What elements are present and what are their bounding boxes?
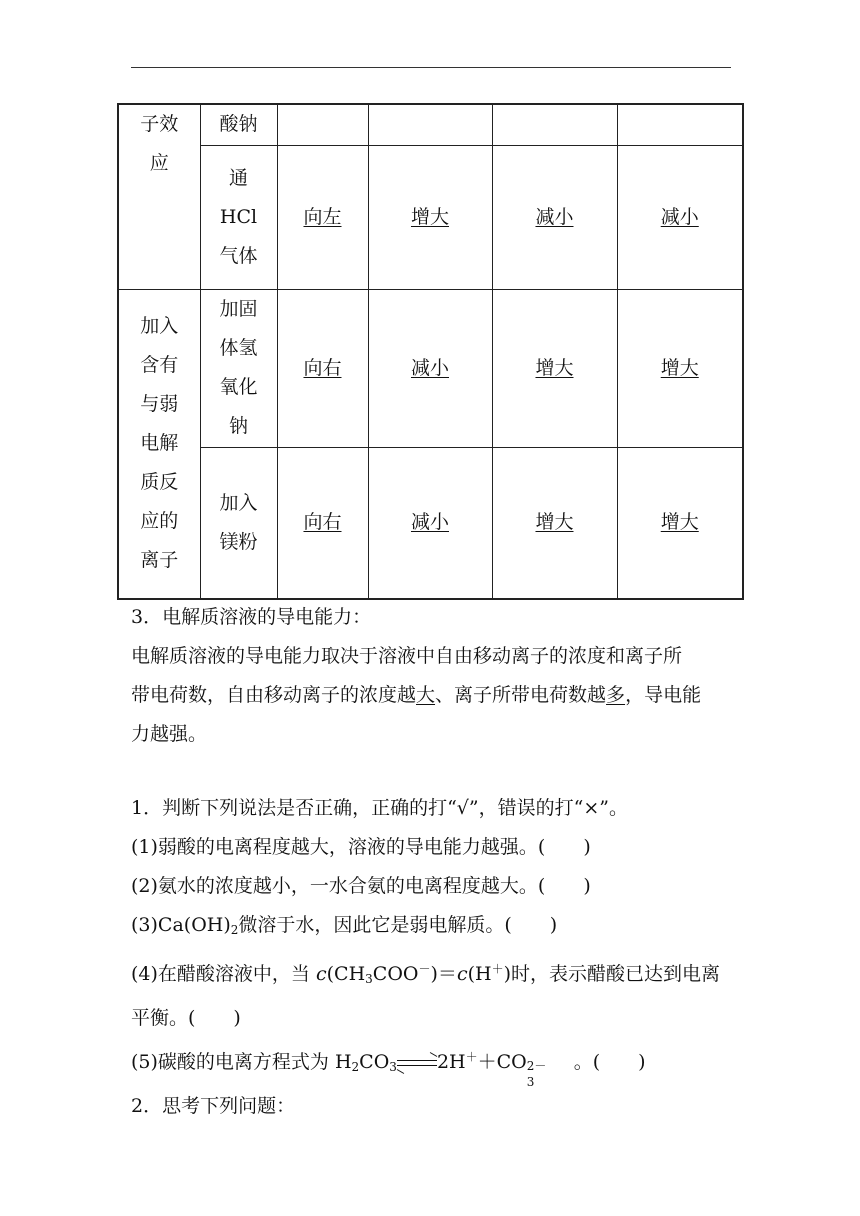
shift-cell xyxy=(277,104,368,145)
condition-cell: 酸钠 xyxy=(200,104,277,145)
text-run: )时，表示醋酸已达到电离 xyxy=(503,963,721,985)
judgement-item-continued: 平衡。( ) xyxy=(131,1007,241,1029)
shift-cell xyxy=(277,289,368,447)
subscript: 3 xyxy=(526,1074,535,1089)
shift-value: 向右 xyxy=(303,511,342,534)
text-run: 微溶于水，因此它是弱电解质。( ) xyxy=(238,914,558,936)
factor-line: 与弱 xyxy=(140,393,179,416)
paragraph-line: 力越强。 xyxy=(131,723,208,745)
cell-value: 增大 xyxy=(535,356,574,379)
text-run: COO xyxy=(372,963,419,985)
shift-value: 向右 xyxy=(303,356,342,379)
cell-value: 减小 xyxy=(410,356,449,379)
condition-line: 气体 xyxy=(219,244,258,267)
value-cell xyxy=(617,289,743,447)
condition-line: 通 xyxy=(228,166,248,189)
cell-value: 减小 xyxy=(410,511,449,534)
judgement-item xyxy=(131,950,736,999)
text-run: (3)Ca(OH) xyxy=(131,914,231,936)
value-cell xyxy=(492,447,617,599)
value-cell xyxy=(617,145,743,289)
subscript: 2 xyxy=(351,1060,360,1074)
question-heading: 2．思考下列问题： xyxy=(131,1095,296,1117)
factor-line: 加入 xyxy=(140,315,179,338)
cell-value: 减小 xyxy=(660,205,699,228)
answer-blank: 大 xyxy=(416,684,436,706)
judgement-item xyxy=(131,906,736,950)
table-row xyxy=(118,289,743,447)
text-run: )＝ xyxy=(430,963,457,985)
value-cell xyxy=(617,447,743,599)
shift-value: 向左 xyxy=(303,205,342,228)
judgement-item xyxy=(131,1038,736,1087)
condition-line: 氧化 xyxy=(219,376,258,398)
condition-line: HCl xyxy=(219,205,258,228)
value-cell xyxy=(368,104,492,145)
concentration-symbol: c xyxy=(315,963,327,985)
superscript: ＋ xyxy=(465,1050,478,1064)
superscript: 2－ xyxy=(526,1058,547,1073)
charge-stack xyxy=(526,1054,555,1089)
factor-line: 应 xyxy=(149,152,169,174)
condition-cell xyxy=(200,447,277,599)
value-cell xyxy=(492,104,617,145)
section-conductivity xyxy=(131,598,736,754)
concentration-symbol: c xyxy=(456,963,468,985)
cell-value: 增大 xyxy=(660,356,699,379)
section-heading: 3．电解质溶液的导电能力： xyxy=(131,606,372,628)
value-cell xyxy=(492,289,617,447)
text-run: ＋CO xyxy=(477,1051,527,1073)
value-cell xyxy=(492,145,617,289)
table-row xyxy=(118,104,743,145)
text-run: (5)碳酸的电离方程式为 H xyxy=(131,1051,352,1073)
equilibrium-arrow-icon xyxy=(397,1058,437,1068)
text-run: (H xyxy=(467,963,492,985)
subscript: 3 xyxy=(365,972,373,986)
condition-line: 钠 xyxy=(228,415,248,437)
factor-line: 电解 xyxy=(140,432,179,455)
cell-value: 增大 xyxy=(660,511,699,534)
text-run: 、离子所带电荷数越 xyxy=(435,684,607,706)
factor-cell xyxy=(118,289,200,599)
text-run: (4)在醋酸溶液中，当 xyxy=(131,963,316,985)
value-cell xyxy=(368,289,492,447)
factor-cell xyxy=(118,104,200,289)
table-row xyxy=(118,145,743,289)
condition-cell xyxy=(200,145,277,289)
condition-line: 镁粉 xyxy=(219,530,258,553)
text-run: CO xyxy=(359,1051,390,1073)
value-cell xyxy=(368,145,492,289)
factor-line: 含有 xyxy=(140,354,179,377)
subscript: 3 xyxy=(389,1060,397,1074)
question-heading: 1．判断下列说法是否正确，正确的打“√”，错误的打“×”。 xyxy=(131,797,628,819)
subscript: 2 xyxy=(230,923,239,937)
exercise-section xyxy=(131,789,736,1126)
shift-cell xyxy=(277,145,368,289)
answer-blank: 多 xyxy=(606,684,626,706)
condition-line: 加固 xyxy=(219,298,258,320)
text-run: 带电荷数，自由移动离子的浓度越 xyxy=(131,684,417,706)
condition-cell xyxy=(200,289,277,447)
text-run: 2H xyxy=(436,1051,466,1073)
cell-value: 增大 xyxy=(535,511,574,534)
factor-line: 离子 xyxy=(140,549,179,572)
superscript: ＋ xyxy=(491,962,504,976)
condition-line: 加入 xyxy=(219,491,258,514)
text-run: 。( ) xyxy=(554,1051,646,1073)
shift-cell xyxy=(277,447,368,599)
value-cell xyxy=(368,447,492,599)
cell-value: 减小 xyxy=(535,205,574,228)
factor-line: 应的 xyxy=(140,510,179,533)
table-row xyxy=(118,447,743,599)
condition-line: 体氢 xyxy=(219,337,258,359)
cell-value: 增大 xyxy=(410,205,449,228)
judgement-item: (1)弱酸的电离程度越大，溶液的导电能力越强。( ) xyxy=(131,836,591,858)
header-rule xyxy=(131,67,731,68)
paragraph-line xyxy=(131,676,736,715)
text-run: (CH xyxy=(326,963,366,985)
judgement-item: (2)氨水的浓度越小，一水合氨的电离程度越大。( ) xyxy=(131,875,591,897)
ionization-factor-table xyxy=(117,103,744,600)
factor-line: 子效 xyxy=(140,113,179,135)
paragraph-line: 电解质溶液的导电能力取决于溶液中自由移动离子的浓度和离子所 xyxy=(131,645,683,667)
superscript: － xyxy=(418,962,431,976)
factor-line: 质反 xyxy=(140,471,179,494)
value-cell xyxy=(617,104,743,145)
text-run: ，导电能 xyxy=(625,684,702,706)
